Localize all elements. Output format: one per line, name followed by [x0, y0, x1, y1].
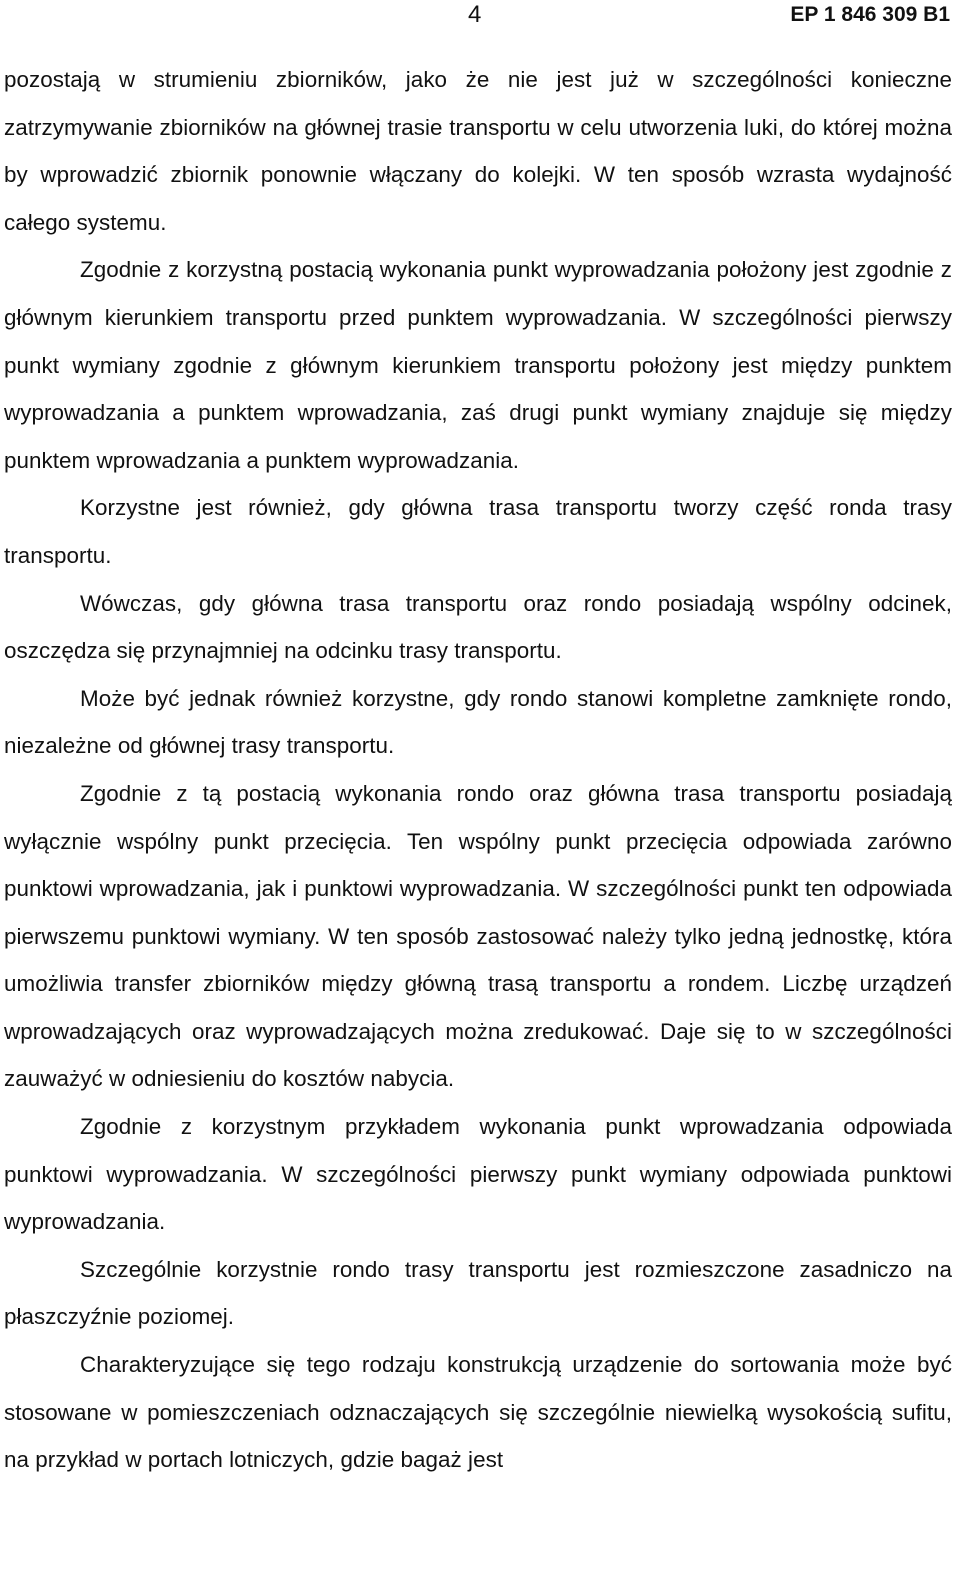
paragraph: Zgodnie z tą postacią wykonania rondo oraz główna trasa transportu posiadają wyłącznie wspólny punkt przecięcia. Ten wspólny punkt przecięcia odpowiada zarówno punktowi wprowadzania, jak i punktowi wyprowadzania. W szczególności punkt ten odpowiada pierwszemu punktowi wymiany. W ten sposób zastosować należy tylko jedną jednostkę, która umożliwia transfer zbiorników między główną trasą transportu a rondem. Liczbę urządzeń wprowadzających oraz wyprowadzających można zredukować. Daje się to w szczególności zauważyć w odniesieniu do kosztów nabycia.: [4, 780, 952, 1092]
paragraph-continuation: pozostają w strumieniu zbiorników, jako że nie jest już w szczególności konieczne zatrzymywanie zbiorników na głównej trasie transportu w celu utworzenia luki, do której można by wprowadzić zbiornik ponownie włączany do kolejki. W ten sposób wzrasta wydajność całego systemu.: [4, 67, 952, 235]
paragraph: Charakteryzujące się tego rodzaju konstrukcją urządzenie do sortowania może być stosowane w pomieszczeniach odznaczających się szczególnie niewielką wysokością sufitu, na przykład w portach lotniczych, gdzie bagaż jest: [4, 1352, 952, 1473]
paragraph: Może być jednak również korzystne, gdy rondo stanowi kompletne zamknięte rondo, niezależne od głównej trasy transportu.: [4, 685, 952, 759]
page-number: 4: [468, 1, 482, 28]
document-body: [4, 56, 952, 1484]
paragraph: Zgodnie z korzystną postacią wykonania punkt wyprowadzania położony jest zgodnie z głównym kierunkiem transportu przed punktem wyprowadzania. W szczególności pierwszy punkt wymiany zgodnie z głównym kierunkiem transportu położony jest między punktem wyprowadzania a punktem wprowadzania, zaś drugi punkt wymiany znajduje się między punktem wprowadzania a punktem wyprowadzania.: [4, 257, 952, 473]
paragraph: Zgodnie z korzystnym przykładem wykonania punkt wprowadzania odpowiada punktowi wyprowadzania. W szczególności pierwszy punkt wymiany odpowiada punktowi wyprowadzania.: [4, 1114, 952, 1235]
paragraph: Szczególnie korzystnie rondo trasy transportu jest rozmieszczone zasadniczo na płaszczyźnie poziomej.: [4, 1256, 952, 1330]
paragraph: Wówczas, gdy główna trasa transportu oraz rondo posiadają wspólny odcinek, oszczędza się przynajmniej na odcinku trasy transportu.: [4, 590, 952, 664]
paragraph: Korzystne jest również, gdy główna trasa transportu tworzy część ronda trasy transportu.: [4, 495, 952, 568]
document-id: EP 1 846 309 B1: [790, 3, 950, 26]
page-header: [0, 0, 960, 40]
